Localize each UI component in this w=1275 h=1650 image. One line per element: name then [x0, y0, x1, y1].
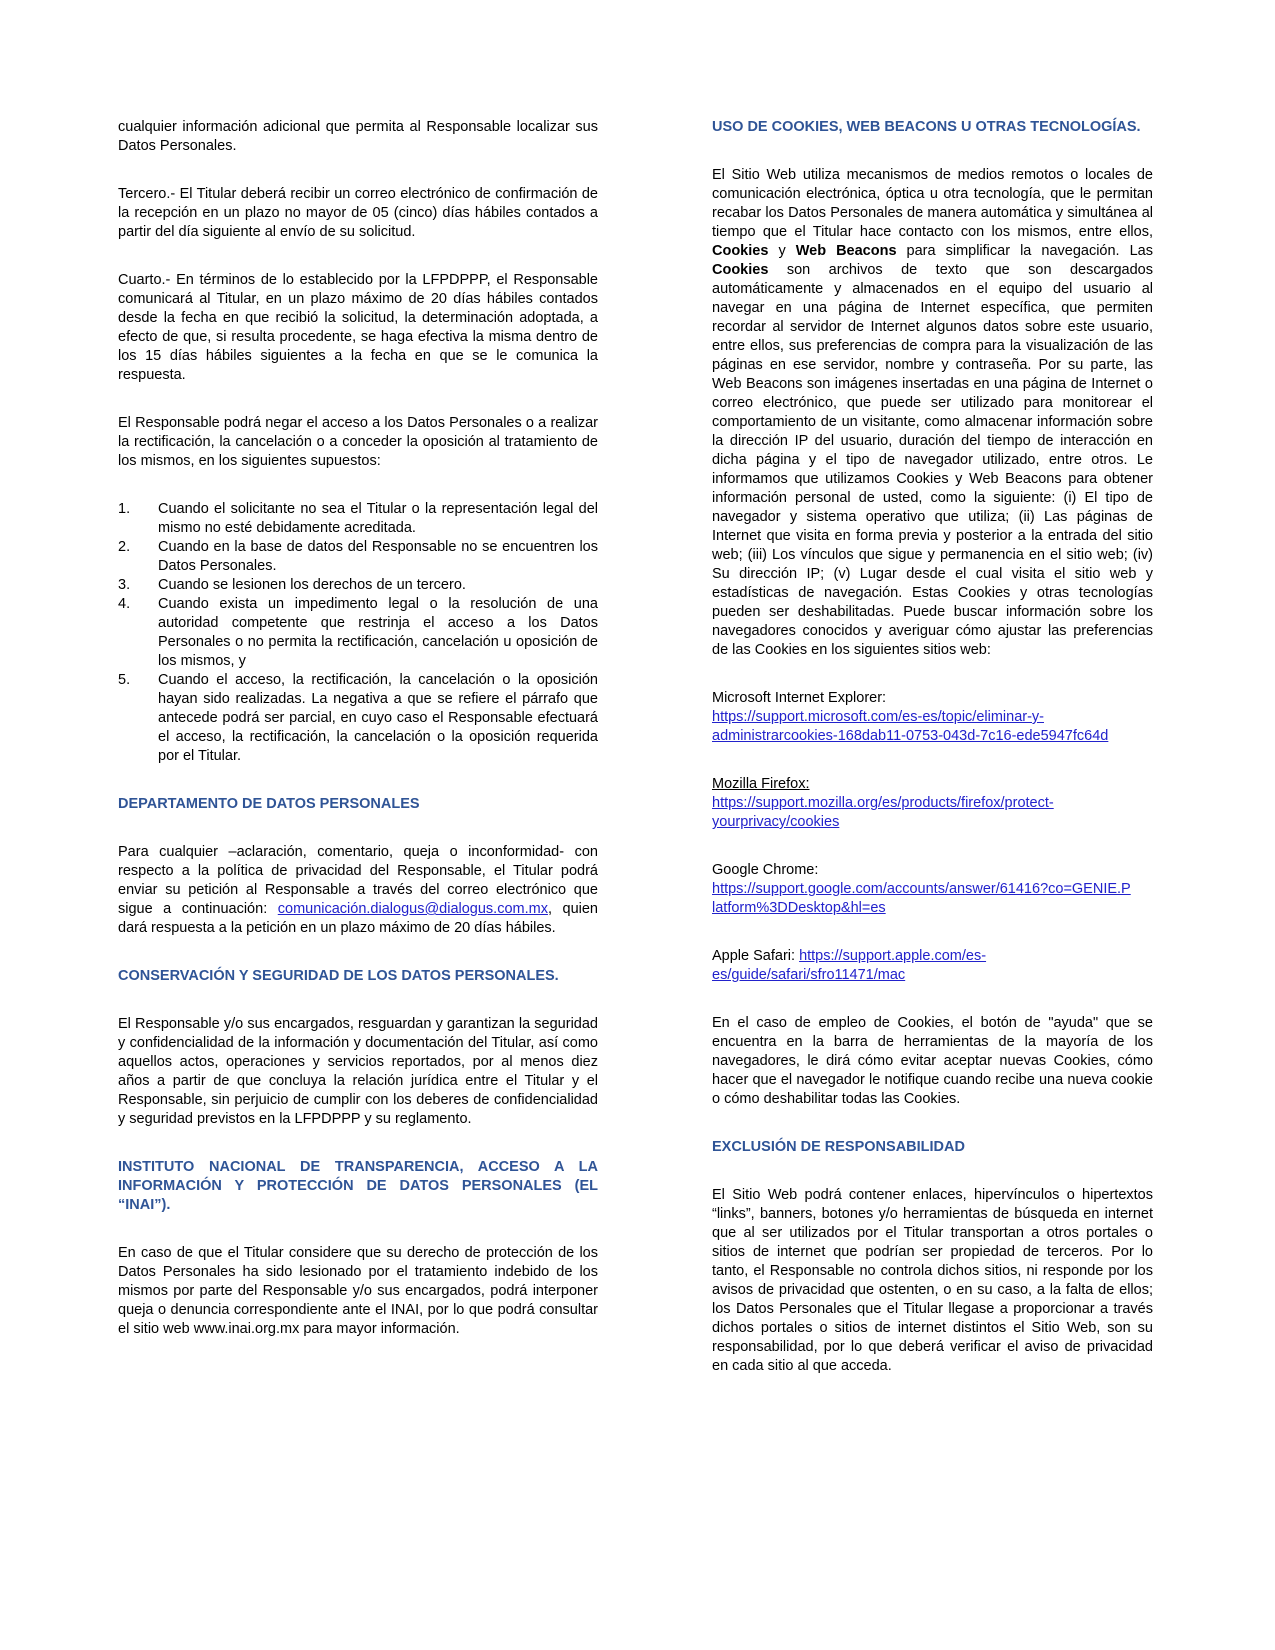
text-run: Apple Safari:: [712, 948, 800, 964]
text-run: Google Chrome:: [712, 862, 819, 878]
list-item-number: 1.: [118, 501, 131, 517]
list-item: [118, 538, 598, 576]
list-item-number: 4.: [118, 596, 131, 612]
paragraph: [712, 166, 1153, 660]
list-item: [118, 576, 598, 595]
paragraph: [118, 414, 598, 471]
text-run: Cuando el solicitante no sea el Titular o la representación legal del mismo no esté debidamente acreditada.: [158, 501, 598, 536]
bold-text: Cookies: [712, 243, 769, 259]
list-item-number: 3.: [118, 577, 131, 593]
numbered-list: [118, 500, 598, 766]
text-run: Microsoft Internet Explorer:: [712, 690, 887, 706]
paragraph: [712, 689, 1153, 746]
text-run: El Responsable podrá negar el acceso a los Datos Personales o a realizar la rectificación, la cancelación o a conceder la oposición al tratamiento de los mismos, en los siguientes supuestos:: [118, 415, 598, 469]
list-item-number: 2.: [118, 539, 131, 555]
text-run: Cuando en la base de datos del Responsable no se encuentren los Datos Personales.: [158, 539, 598, 574]
underlined-label: Mozilla Firefox:: [712, 776, 810, 792]
text-run: El Responsable y/o sus encargados, resguardan y garantizan la seguridad y confidencialidad de la información y documentación del Titular, así como aquellos actos, operaciones y servicios reportados, por al menos diez años a partir de que concluya la relación jurídica entre el Titular y el Responsable, sin perjuicio de cumplir con los deberes de confidencialidad y seguridad previstos en la LFPDPPP y su reglamento.: [118, 1016, 598, 1127]
text-run: y: [768, 243, 796, 259]
text-run: , quien dará respuesta a la petición en un plazo máximo de 20 días hábiles.: [118, 901, 598, 936]
paragraph: [712, 775, 1153, 832]
paragraph: [712, 1186, 1153, 1376]
paragraph: [118, 1015, 598, 1129]
paragraph: [118, 118, 598, 156]
section-heading: USO DE COOKIES, WEB BEACONS U OTRAS TECNOLOGÍAS.: [712, 119, 1141, 135]
text-run: son archivos de texto que son descargados automáticamente y almacenados en el equipo del usuario al navegar en una página de Internet específica, que permiten recordar al servidor de Internet algunos datos sobre este usuario, entre ellos, sus preferencias de compra para la visualización de las páginas en ese servidor, nombre y contraseña. Por su parte, las Web Beacons son imágenes insertadas en una página de Internet o correo electrónico, que puede ser utilizado para monitorear el comportamiento de un visitante, como almacenar información sobre la dirección IP del usuario, duración del tiempo de interacción en dicha página y el tipo de navegador utilizado, entre otros. Le informamos que utilizamos Cookies y Web Beacons para obtener información personal de usted, como la siguiente: (i) El tipo de navegador y sistema operativo que utiliza; (ii) Las páginas de Internet que visita en forma previa y posterior a la entrada del sitio web; (iii) Los vínculos que sigue y permanencia en el sitio web; (iv) Su dirección IP; (v) Lugar desde el cual visita el sitio web y estadísticas de navegación. Estas Cookies y otras tecnologías pueden ser deshabilitadas. Puede buscar información sobre los navegadores conocidos y averiguar cómo ajustar las preferencias de las Cookies en los siguientes sitios web:: [712, 262, 1153, 658]
text-run: El Sitio Web podrá contener enlaces, hipervínculos o hipertextos “links”, banners, botones y/o herramientas de búsqueda en internet que al ser utilizados por el Titular transportan a otros portales o sitios de internet que podrían ser propiedad de terceros. Por lo tanto, el Responsable no controla dichos sitios, ni responde por los avisos de privacidad que ostenten, o en su caso, a la falta de ellos; los Datos Personales que el Titular llegase a proporcionar a través dichos portales o sitios de internet distintos el Sitio Web, son su responsabilidad, por lo que deberá verificar el aviso de privacidad en cada sitio al que acceda.: [712, 1187, 1153, 1374]
bold-text: Cookies: [712, 262, 769, 278]
paragraph: [118, 271, 598, 385]
right-column: [712, 118, 1153, 1405]
list-item: [118, 500, 598, 538]
section-heading: DEPARTAMENTO DE DATOS PERSONALES: [118, 796, 420, 812]
text-run: Cuando el acceso, la rectificación, la cancelación o la oposición hayan sido realizadas. La negativa a que se refiere el párrafo que antecede podrá ser parcial, en cuyo caso el Responsable efectuará el acceso, la rectificación, la cancelación o la oposición requerida por el Titular.: [158, 672, 598, 764]
list-item: [118, 595, 598, 671]
section-heading: INSTITUTO NACIONAL DE TRANSPARENCIA, ACCESO A LA INFORMACIÓN Y PROTECCIÓN DE DATOS PERSONALES (EL “INAI”).: [118, 1159, 598, 1213]
paragraph: [118, 1244, 598, 1339]
hyperlink[interactable]: https://support.microsoft.com/es-es/topic/eliminar-y-administrarcookies-168dab11-0753-043d-7c16-ede5947fc64d: [712, 709, 1109, 744]
hyperlink[interactable]: comunicación.dialogus@dialogus.com.mx: [277, 901, 548, 917]
paragraph: [712, 861, 1153, 918]
text-run: Cuando se lesionen los derechos de un tercero.: [158, 577, 466, 593]
text-run: En el caso de empleo de Cookies, el botón de "ayuda" que se encuentra en la barra de herramientas de la mayoría de los navegadores, le dirá cómo evitar aceptar nuevas Cookies, cómo hacer que el navegador le notifique cuando recibe una nueva cookie o cómo deshabilitar todas las Cookies.: [712, 1015, 1153, 1107]
list-item-number: 5.: [118, 672, 131, 688]
paragraph: [118, 185, 598, 242]
text-run: El Sitio Web utiliza mecanismos de medios remotos o locales de comunicación electrónica, óptica u otra tecnología, que le permitan recabar los Datos Personales de manera automática y simultánea al tiempo que el Titular hace contacto con los mismos, entre ellos,: [712, 167, 1153, 240]
hyperlink[interactable]: https://support.mozilla.org/es/products/firefox/protect-yourprivacy/cookies: [712, 795, 1054, 830]
paragraph: [118, 843, 598, 938]
section-heading: CONSERVACIÓN Y SEGURIDAD DE LOS DATOS PERSONALES.: [118, 968, 559, 984]
bold-text: Web Beacons: [795, 243, 897, 259]
text-run: Para cualquier –aclaración, comentario, queja o inconformidad- con respecto a la política de privacidad del Responsable, el Titular podrá enviar su petición al Responsable a través del correo electrónico que sigue a continuación:: [118, 844, 598, 917]
text-run: Tercero.- El Titular deberá recibir un correo electrónico de confirmación de la recepción en un plazo no mayor de 05 (cinco) días hábiles contados a partir del día siguiente al envío de su solicitud.: [118, 186, 598, 240]
text-run: Cuando exista un impedimento legal o la resolución de una autoridad competente que restrinja el acceso a los Datos Personales o no permita la rectificación, cancelación u oposición de los mismos, y: [158, 596, 598, 669]
text-run: para simplificar la navegación. Las: [896, 243, 1153, 259]
left-column: [118, 118, 598, 1368]
paragraph: [712, 1014, 1153, 1109]
hyperlink[interactable]: https://support.google.com/accounts/answer/61416?co=GENIE.P latform%3DDesktop&hl=es: [712, 881, 1131, 916]
hyperlink[interactable]: https://support.apple.com/es-es/guide/safari/sfro11471/mac: [712, 948, 987, 983]
text-run: En caso de que el Titular considere que su derecho de protección de los Datos Personales ha sido lesionado por el tratamiento indebido de los mismos por parte del Responsable y/o sus encargados, podrá interponer queja o denuncia correspondiente ante el INAI, por lo que podrá consultar el sitio web www.inai.org.mx para mayor información.: [118, 1245, 598, 1337]
paragraph: [712, 947, 1153, 985]
text-run: Cuarto.- En términos de lo establecido por la LFPDPPP, el Responsable comunicará al Titular, en un plazo máximo de 20 días hábiles contados desde la fecha en que recibió la solicitud, la determinación adoptada, a efecto de que, si resulta procedente, se haga efectiva la misma dentro de los 15 días hábiles siguientes a la fecha en que se le comunica la respuesta.: [118, 272, 598, 383]
list-item: [118, 671, 598, 766]
text-run: cualquier información adicional que permita al Responsable localizar sus Datos Personales.: [118, 119, 598, 154]
section-heading: EXCLUSIÓN DE RESPONSABILIDAD: [712, 1139, 965, 1155]
